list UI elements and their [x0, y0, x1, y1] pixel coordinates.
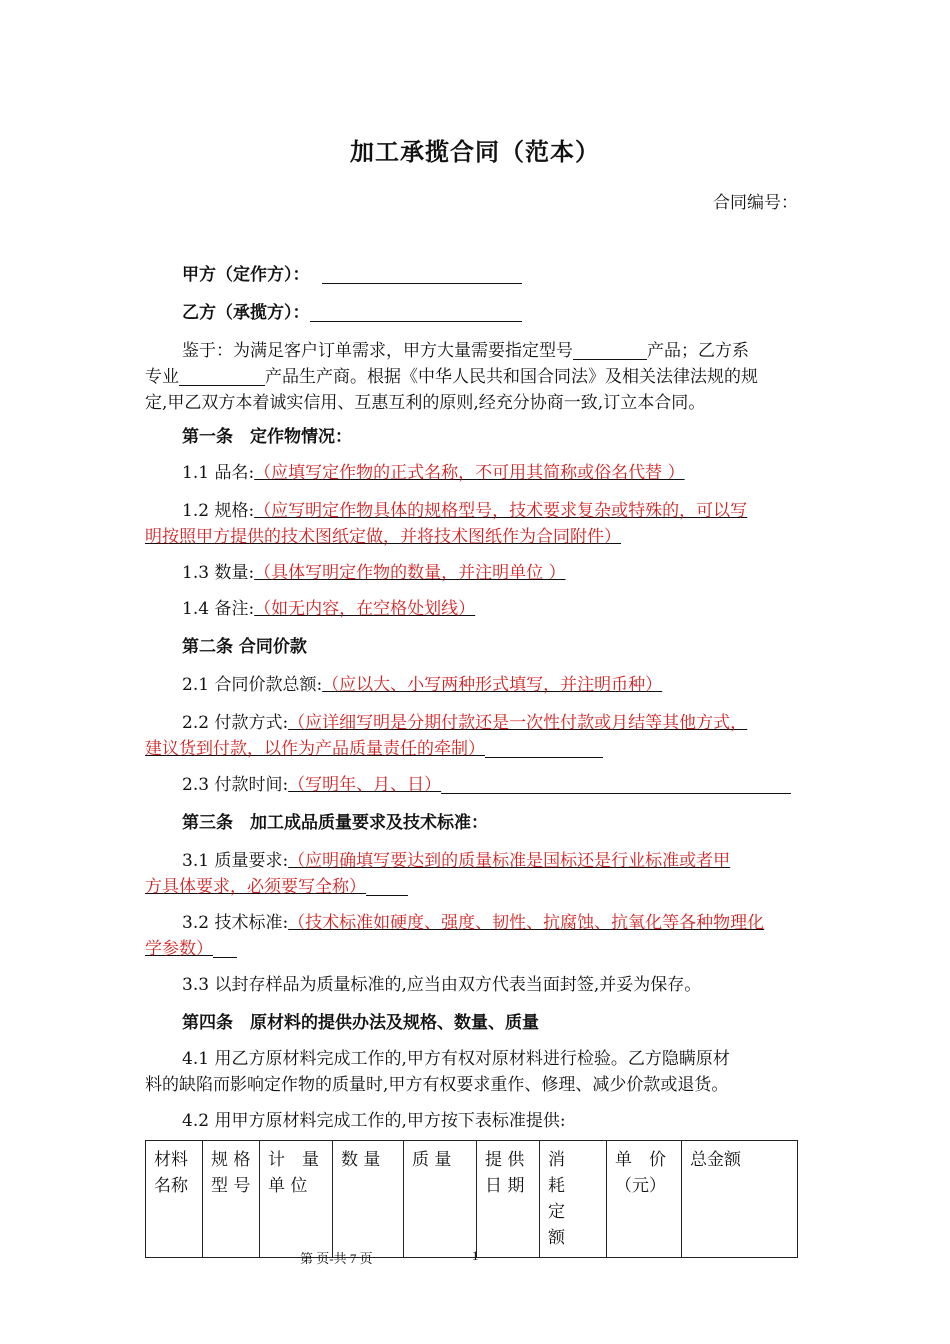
item-4-2: 4.2 用甲方原材料完成工作的,甲方按下表标准提供: — [182, 1111, 566, 1131]
item-1-1 — [182, 460, 685, 486]
preamble-line-2 — [145, 364, 758, 390]
item-label: 1.3 数量: — [182, 563, 255, 583]
item-3-2-cont — [145, 936, 237, 962]
preamble-text: 产品；乙方系 — [647, 341, 749, 361]
contract-number-label: 合同编号： — [713, 193, 798, 213]
header-label: 单 价 （元） — [615, 1150, 666, 1196]
table-header-cell — [260, 1141, 333, 1258]
item-label: 3.1 质量要求: — [182, 851, 289, 871]
header-label: 质 量 — [412, 1150, 452, 1170]
item-note: （如无内容，在空格处划线） — [254, 599, 476, 619]
table-header-cell — [477, 1141, 540, 1258]
item-note: （具体写明定作物的数量，并注明单位 ） — [254, 563, 566, 583]
preamble-line-1 — [182, 338, 749, 364]
model-blank — [573, 339, 647, 360]
item-label: 2.3 付款时间: — [182, 775, 289, 795]
table-header-cell — [146, 1141, 203, 1258]
blank-line — [213, 937, 237, 958]
table-header-cell — [682, 1141, 798, 1258]
table-header-cell — [404, 1141, 477, 1258]
item-note: （应以大、小写两种形式填写，并注明币种） — [322, 675, 663, 695]
table-header-cell — [203, 1141, 260, 1258]
item-1-2-cont — [145, 524, 621, 550]
header-label: 材料 名称 — [154, 1150, 188, 1196]
party-b-label: 乙方（承揽方）： — [182, 303, 310, 323]
item-note: （应填写定作物的正式名称，不可用其简称或俗名代替 ） — [254, 463, 685, 483]
blank-line — [485, 737, 603, 758]
party-b-line — [182, 300, 522, 326]
preamble-line-3: 定,甲乙双方本着诚实信用、互惠互利的原则,经充分协商一致,订立本合同。 — [145, 393, 706, 413]
product-blank — [179, 365, 265, 386]
item-2-2-cont — [145, 736, 603, 762]
item-3-2 — [182, 910, 764, 936]
header-label: 总金额 — [690, 1150, 741, 1170]
table-header-cell — [333, 1141, 404, 1258]
item-2-2 — [182, 710, 747, 736]
item-3-3: 3.3 以封存样品为质量标准的,应当由双方代表当面封签,并妥为保存。 — [182, 975, 702, 995]
item-note: （应写明定作物具体的规格型号，技术要求复杂或特殊的，可以写 — [254, 501, 748, 521]
item-3-1 — [182, 848, 730, 874]
item-note: 学参数） — [145, 939, 213, 959]
materials-table — [145, 1140, 798, 1258]
item-label: 2.2 付款方式: — [182, 713, 289, 733]
item-2-3 — [182, 772, 791, 798]
item-label: 1.2 规格: — [182, 501, 255, 521]
blank-line — [366, 875, 408, 896]
table-header-cell — [540, 1141, 607, 1258]
header-label: 消 耗 定 额 — [548, 1150, 565, 1248]
item-1-2 — [182, 498, 747, 524]
item-1-4 — [182, 596, 475, 622]
article-2-heading: 第二条 合同价款 — [182, 637, 307, 657]
party-b-blank — [310, 301, 522, 322]
table-header-row — [146, 1141, 798, 1258]
footer-page-info: 第 页-共 7 页 — [300, 1251, 373, 1266]
article-3-heading: 第三条 加工成品质量要求及技术标准： — [182, 813, 488, 833]
item-note: （应详细写明是分期付款还是一次性付款或月结等其他方式， — [288, 713, 748, 733]
article-1-heading: 第一条 定作物情况： — [182, 427, 352, 447]
party-a-line — [182, 262, 522, 288]
header-label: 提 供 日 期 — [485, 1150, 525, 1196]
item-note: （技术标准如硬度、强度、韧性、抗腐蚀、抗氧化等各种物理化 — [288, 913, 765, 933]
item-label: 1.4 备注: — [182, 599, 255, 619]
item-1-3 — [182, 560, 566, 586]
item-3-1-cont — [145, 874, 408, 900]
header-label: 计 量 单 位 — [268, 1150, 319, 1196]
item-note: 建议货到付款，以作为产品质量责任的牵制） — [145, 739, 485, 759]
item-note: 明按照甲方提供的技术图纸定做，并将技术图纸作为合同附件） — [145, 527, 621, 547]
item-note: （写明年、月、日） — [288, 775, 442, 795]
preamble-text: 鉴于：为满足客户订单需求，甲方大量需要指定型号 — [182, 341, 573, 361]
party-a-blank — [322, 263, 522, 284]
table-header-cell — [607, 1141, 682, 1258]
blank-line — [441, 773, 791, 794]
item-4-1-cont: 料的缺陷而影响定作物的质量时,甲方有权要求重作、修理、减少价款或退货。 — [145, 1075, 729, 1095]
preamble-text: 专业 — [145, 367, 179, 387]
document-title: 加工承揽合同（范本） — [350, 138, 600, 166]
preamble-text: 产品生产商。根据《中华人民共和国合同法》及相关法律法规的规 — [265, 367, 758, 387]
header-label: 数 量 — [341, 1150, 381, 1170]
item-label: 3.2 技术标准: — [182, 913, 289, 933]
item-label: 2.1 合同价款总额: — [182, 675, 323, 695]
footer-page-number: 1 — [472, 1248, 479, 1263]
party-a-label: 甲方（定作方）： — [182, 265, 310, 285]
item-note: （应明确填写要达到的质量标准是国标还是行业标准或者甲 — [288, 851, 731, 871]
item-note: 方具体要求，必须要写全称） — [145, 877, 366, 897]
item-label: 1.1 品名: — [182, 463, 255, 483]
article-4-heading: 第四条 原材料的提供办法及规格、数量、质量 — [182, 1013, 539, 1033]
header-label: 规 格 型 号 — [211, 1150, 251, 1196]
item-2-1 — [182, 672, 662, 698]
item-4-1: 4.1 用乙方原材料完成工作的,甲方有权对原材料进行检验。乙方隐瞒原材 — [182, 1049, 730, 1069]
